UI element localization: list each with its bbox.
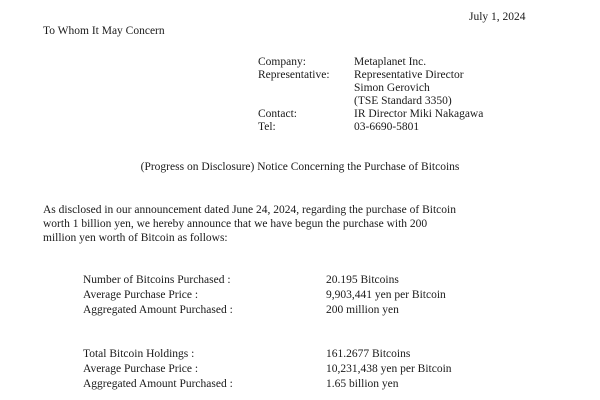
holdings-row-label: Average Purchase Price :	[83, 363, 199, 375]
holdings-row-value: 161.2677 Bitcoins	[326, 348, 411, 360]
representative-label: Representative:	[258, 69, 330, 81]
representative-line-1: Representative Director	[354, 69, 464, 81]
body-line: worth 1 billion yen, we hereby announce that we have begun the purchase with 200	[43, 218, 428, 230]
representative-line-2: Simon Gerovich	[354, 82, 430, 94]
holdings-row-value: 1.65 billion yen	[326, 378, 399, 390]
salutation: To Whom It May Concern	[43, 25, 165, 37]
purchase-row-value: 200 million yen	[326, 304, 399, 316]
tel-value: 03-6690-5801	[354, 121, 420, 133]
notice-title: (Progress on Disclosure) Notice Concerning the Purchase of Bitcoins	[140, 161, 460, 173]
body-paragraph	[43, 203, 558, 245]
document-date: July 1, 2024	[469, 11, 526, 23]
holdings-row-value: 10,231,438 yen per Bitcoin	[326, 363, 452, 375]
holdings-row-label: Total Bitcoin Holdings :	[83, 348, 195, 360]
representative-line-3: (TSE Standard 3350)	[354, 95, 452, 107]
purchase-row-label: Aggregated Amount Purchased :	[83, 304, 233, 316]
contact-label: Contact:	[258, 108, 297, 120]
body-line: As disclosed in our announcement dated June 24, 2024, regarding the purchase of Bitcoin	[43, 204, 456, 216]
purchase-row-label: Number of Bitcoins Purchased :	[83, 274, 231, 286]
tel-label: Tel:	[258, 121, 276, 133]
purchase-row-value: 20.195 Bitcoins	[326, 274, 399, 286]
purchase-row-label: Average Purchase Price :	[83, 289, 199, 301]
company-label: Company:	[258, 56, 306, 68]
body-line: million yen worth of Bitcoin as follows:	[43, 232, 228, 244]
company-value: Metaplanet Inc.	[354, 56, 427, 68]
holdings-row-label: Aggregated Amount Purchased :	[83, 378, 233, 390]
contact-value: IR Director Miki Nakagawa	[354, 108, 484, 120]
purchase-row-value: 9,903,441 yen per Bitcoin	[326, 289, 446, 301]
